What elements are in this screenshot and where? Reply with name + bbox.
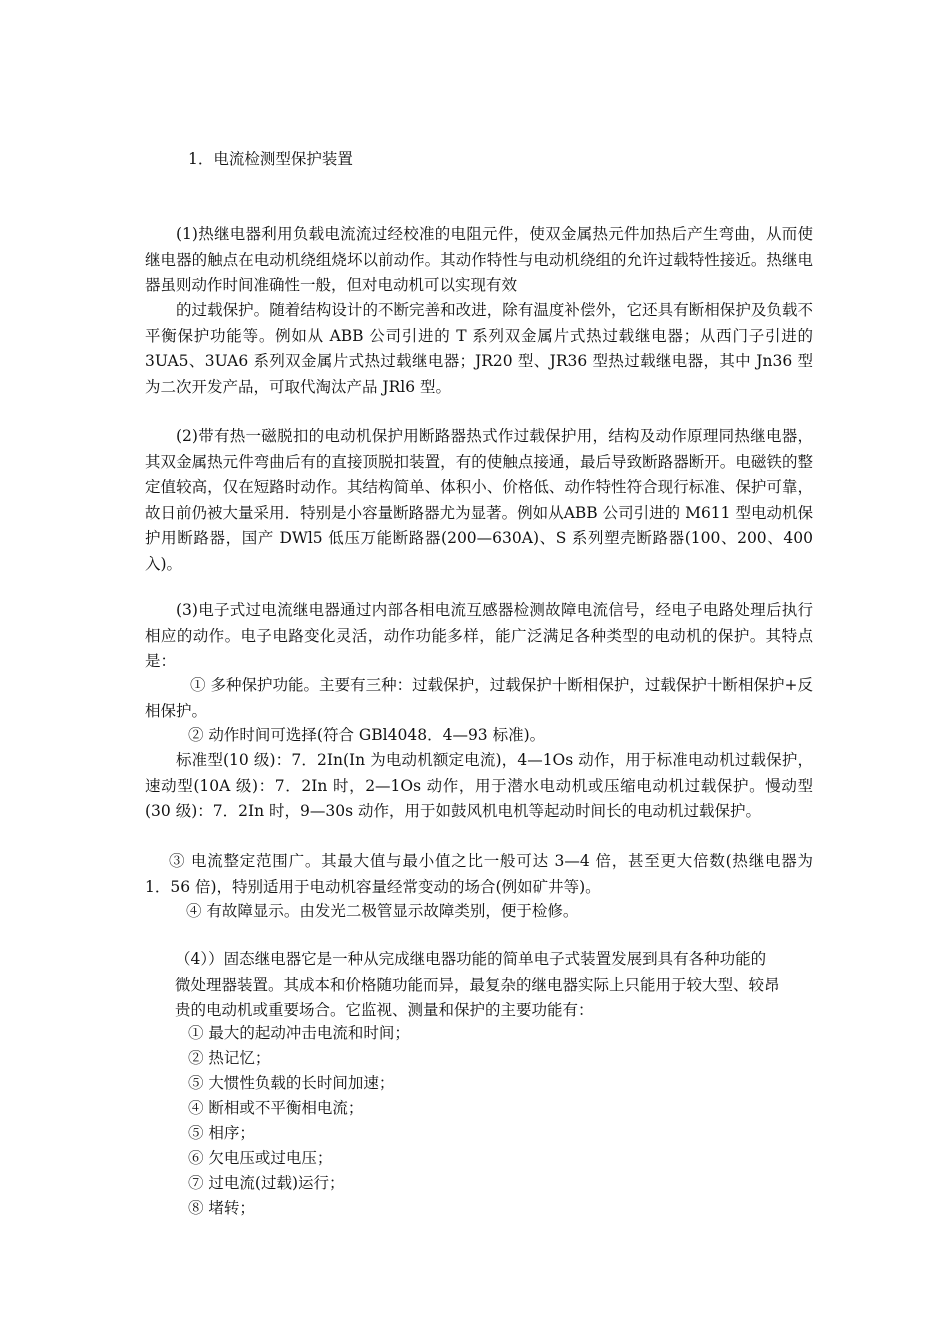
section-heading: 1．电流检测型保护装置 [188, 150, 353, 168]
paragraph-thermal-relay-cont: 的过载保护。随着结构设计的不断完善和改进，除有温度补偿外，它还具有断相保护及负载不平衡保护功能等。例如从 ABB 公司引进的 T 系列双金属片式热过载继电器；从西门子引进的 3UA5、3UA6 系列双金属片式热过载继电器；JR20 型、JR36 型热过载继电器，其中 Jn36 型为二次开发产品，可取代淘汰产品 JRl6 型。 [145, 301, 813, 396]
paragraph-solid-state-relay [145, 947, 813, 1024]
function-list-item: ⑧ 堵转； [188, 1199, 255, 1217]
feature-item-3: ③ 电流整定范围广。其最大值与最小值之比一般可达 3—4 倍，甚至更大倍数(热继电器为 1．56 倍)，特别适用于电动机容量经常变动的场合(例如矿井等)。 [145, 852, 813, 896]
paragraph-electronic-relay: (3)电子式过电流继电器通过内部各相电流互感器检测故障电流信号，经电子电路处理后执行相应的动作。电子电路变化灵活，动作功能多样，能广泛满足各种类型的电动机的保护。其特点是： [145, 601, 813, 670]
function-list-item: ⑤ 相序； [188, 1124, 255, 1142]
function-list-item: ⑦ 过电流(过载)运行； [188, 1174, 345, 1192]
paragraph-circuit-breaker: (2)带有热一磁脱扣的电动机保护用断路器热式作过载保护用，结构及动作原理同热继电器，其双金属热元件弯曲后有的直接顶脱扣装置，有的使触点接通，最后导致断路器断开。电磁铁的整定值较高，仅在短路时动作。其结构简单、体积小、价格低、动作特性符合现行标准、保护可靠，故日前仍被大量采用．特别是小容量断路器尤为显著。例如从ABB 公司引进的 M611 型电动机保护用断路器，国产 DWl5 低压万能断路器(200—630A)、S 系列塑壳断路器(100、200、400 入)。 [145, 427, 813, 573]
solid-state-line-2: 微处理器装置。其成本和价格随功能而异，最复杂的继电器实际上只能用于较大型、较昂 [175, 975, 780, 994]
function-list-item: ⑤ 大惯性负载的长时间加速； [188, 1074, 395, 1092]
solid-state-line-1: （4））固态继电器它是一种从完成继电器功能的简单电子式装置发展到具有各种功能的 [175, 950, 767, 968]
function-list-item: ④ 断相或不平衡相电流； [188, 1099, 364, 1117]
feature-item-4: ④ 有故障显示。由发光二极管显示故障类别，便于检修。 [186, 902, 579, 920]
feature-item-1: ① 多种保护功能。主要有三种：过载保护，过载保护十断相保护，过载保护十断相保护+反相保护。 [145, 676, 813, 720]
paragraph-thermal-relay: (1)热继电器利用负载电流流过经校准的电阻元件，使双金属热元件加热后产生弯曲，从而使继电器的触点在电动机绕组烧坏以前动作。其动作特性与电动机绕组的允许过载特性接近。热继电器虽则动作时间准确性一般，但对电动机可以实现有效 [145, 225, 813, 294]
feature-item-2-detail: 标准型(10 级)：7．2In(In 为电动机额定电流)，4—1Os 动作，用于标准电动机过载保护，速动型(10A 级)：7．2In 时，2—1Os 动作，用于潜水电动机或压缩电动机过载保护。慢动型(30 级)：7．2In 时，9—30s 动作，用于如鼓风机电机等起动时间长的电动机过载保护。 [145, 751, 813, 820]
function-list-item: ⑥ 欠电压或过电压； [188, 1149, 333, 1167]
solid-state-line-3: 贵的电动机或重要场合。它监视、测量和保护的主要功能有： [175, 1001, 594, 1019]
function-list-item: ① 最大的起动冲击电流和时间； [188, 1024, 410, 1042]
function-list-item: ② 热记忆； [188, 1049, 271, 1067]
feature-item-2: ② 动作时间可选择(符合 GBl4048．4—93 标准)。 [188, 726, 546, 744]
